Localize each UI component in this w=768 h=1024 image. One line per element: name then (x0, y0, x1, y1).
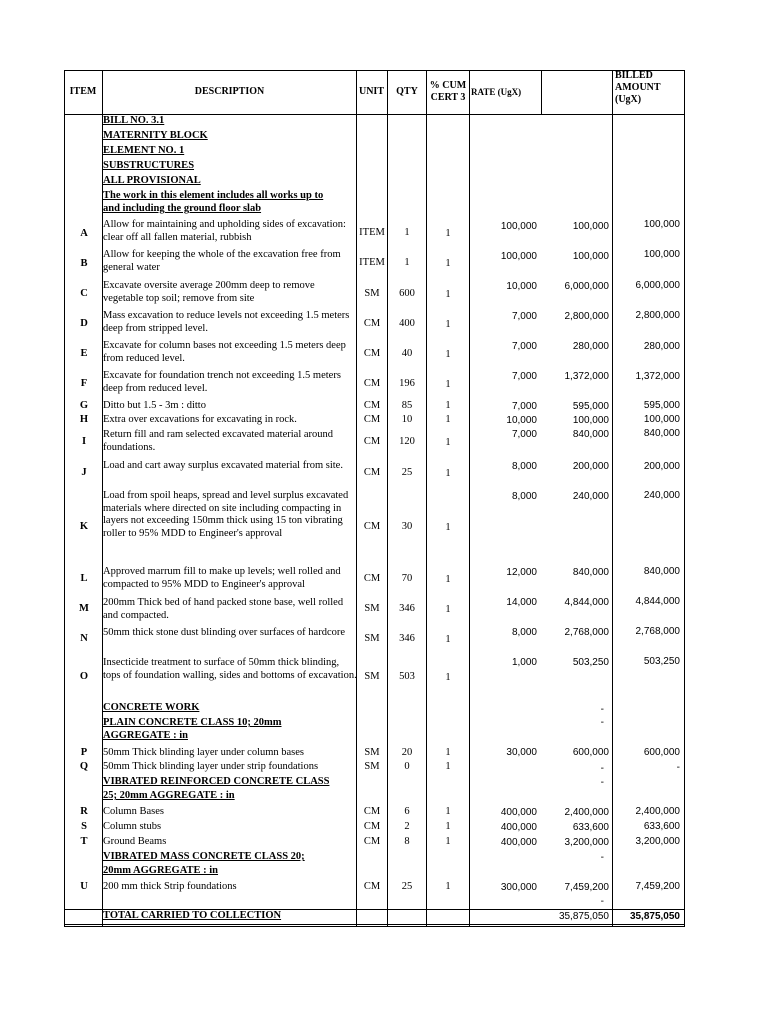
item-letter-a: A (80, 228, 88, 239)
item-desc-s: Column stubs (103, 821, 162, 832)
item-unit-t: CM (363, 836, 381, 847)
item-cum-m: 1 (445, 604, 451, 615)
item-billed-l: 840,000 (643, 566, 680, 577)
item-qty-s: 2 (404, 821, 410, 832)
item-cum-p: 1 (445, 747, 451, 758)
dash-after-q: - (600, 777, 604, 788)
item-rate-n: 8,000 (511, 627, 537, 638)
item-desc-o: Insecticide treatment to surface of 50mm thick blinding, tops of foundation walling, sides and bottoms of excavation. (103, 657, 357, 681)
item-desc-e: Excavate for column bases not exceeding 1.5 meters deep from reduced level. (103, 340, 346, 364)
table-bottom-border (64, 924, 684, 925)
item-amount-g: 595,000 (572, 401, 609, 412)
col-line-left (64, 70, 65, 927)
item-billed-r: 2,400,000 (635, 806, 680, 817)
item-desc-p: 50mm Thick blinding layer under column bases (103, 747, 305, 758)
item-cum-c: 1 (445, 289, 451, 300)
item-unit-b: ITEM (359, 257, 385, 268)
item-letter-o: O (79, 671, 89, 682)
heading-vibrated-line1: VIBRATED REINFORCED CONCRETE CLASS (103, 776, 330, 787)
item-desc-j: Load and cart away surplus excavated material from site. (103, 460, 343, 471)
item-qty-j: 25 (401, 467, 413, 478)
item-rate-c: 10,000 (506, 281, 537, 292)
item-letter-g: G (79, 400, 89, 411)
heading-block: MATERNITY BLOCK (103, 130, 208, 141)
item-qty-a: 1 (404, 227, 410, 238)
item-desc-k: Load from spoil heaps, spread and level surplus excavated materials where directed on site including compacting in layers not exceeding 150mm thick using 15 ton vibrating roller to 95% MDD to Engineer's approval (103, 490, 349, 539)
item-qty-e: 40 (401, 348, 413, 359)
item-qty-p: 20 (401, 747, 413, 758)
header-cum-line1: % CUM (429, 80, 467, 91)
item-cum-f: 1 (445, 379, 451, 390)
item-letter-i: I (81, 436, 87, 447)
heading-work-line2: and including the ground floor slab (103, 203, 262, 214)
dash-after-t: - (600, 852, 604, 863)
item-rate-m: 14,000 (506, 597, 537, 608)
item-desc-a: Allow for maintaining and upholding sides of excavation: clear off all fallen material, rubbish (103, 219, 346, 243)
item-billed-a: 100,000 (643, 219, 680, 230)
total-label: TOTAL CARRIED TO COLLECTION (103, 910, 282, 921)
item-cum-u: 1 (445, 881, 451, 892)
header-billed-line3: (UgX) (615, 94, 642, 105)
item-letter-r: R (80, 806, 88, 817)
item-letter-t: T (80, 836, 88, 847)
item-unit-r: CM (363, 806, 381, 817)
item-letter-b: B (80, 258, 88, 269)
item-letter-u: U (80, 881, 88, 892)
heading-mass-line1: VIBRATED MASS CONCRETE CLASS 20; (103, 851, 305, 862)
item-rate-l: 12,000 (506, 567, 537, 578)
item-unit-g: CM (363, 400, 381, 411)
heading-concrete-work: CONCRETE WORK (103, 702, 200, 713)
item-billed-i: 840,000 (643, 428, 680, 439)
item-desc-t: Ground Beams (103, 836, 167, 847)
item-cum-a: 1 (445, 228, 451, 239)
item-unit-h: CM (363, 414, 381, 425)
item-qty-q: 0 (404, 761, 410, 772)
item-amount-k: 240,000 (572, 491, 609, 502)
item-unit-e: CM (363, 348, 381, 359)
table-bottom-border-double (64, 926, 684, 927)
item-desc-g: Ditto but 1.5 - 3m : ditto (103, 400, 206, 411)
item-cum-k: 1 (445, 522, 451, 533)
heading-provisional: ALL PROVISIONAL (103, 175, 201, 186)
item-amount-s: 633,600 (572, 822, 609, 833)
item-unit-p: SM (364, 747, 380, 758)
header-billed-line2: AMOUNT (615, 82, 661, 93)
item-cum-d: 1 (445, 319, 451, 330)
item-rate-i: 7,000 (511, 429, 537, 440)
item-qty-m: 346 (399, 603, 415, 614)
item-cum-o: 1 (445, 672, 451, 683)
item-rate-g: 7,000 (511, 401, 537, 412)
item-amount-m: 4,844,000 (564, 597, 609, 608)
item-cum-l: 1 (445, 574, 451, 585)
item-rate-t: 400,000 (500, 837, 537, 848)
item-unit-j: CM (363, 467, 381, 478)
item-rate-h: 10,000 (506, 415, 537, 426)
dash-concrete-work: - (600, 704, 604, 715)
header-billed-line1: BILLED (615, 70, 653, 81)
item-cum-r: 1 (445, 806, 451, 817)
item-billed-b: 100,000 (643, 249, 680, 260)
item-amount-p: 600,000 (572, 747, 609, 758)
item-unit-n: SM (364, 633, 380, 644)
item-desc-r: Column Bases (103, 806, 164, 817)
heading-work-line1: The work in this element includes all works up to (103, 190, 324, 201)
item-qty-r: 6 (404, 806, 410, 817)
item-desc-d: Mass excavation to reduce levels not exceeding 1.5 meters deep from stripped level. (103, 310, 350, 334)
item-letter-h: H (79, 414, 89, 425)
item-letter-m: M (79, 603, 89, 614)
header-unit: UNIT (358, 86, 384, 97)
item-billed-j: 200,000 (643, 461, 680, 472)
heading-plain-line1: PLAIN CONCRETE CLASS 10; 20mm (103, 717, 282, 728)
item-rate-r: 400,000 (500, 807, 537, 818)
item-qty-t: 8 (404, 836, 410, 847)
item-rate-o: 1,000 (511, 657, 537, 668)
item-unit-q: SM (364, 761, 380, 772)
col-line-unit (387, 70, 388, 927)
item-billed-f: 1,372,000 (635, 371, 680, 382)
item-amount-t: 3,200,000 (564, 837, 609, 848)
item-letter-d: D (80, 318, 88, 329)
item-cum-n: 1 (445, 634, 451, 645)
item-letter-f: F (80, 378, 88, 389)
item-cum-e: 1 (445, 349, 451, 360)
item-qty-g: 85 (401, 400, 413, 411)
item-letter-n: N (80, 633, 88, 644)
item-cum-q: 1 (445, 761, 451, 772)
item-qty-k: 30 (401, 521, 413, 532)
item-amount-o: 503,250 (572, 657, 609, 668)
item-desc-h: Extra over excavations for excavating in rock. (103, 414, 297, 425)
item-unit-f: CM (363, 378, 381, 389)
item-desc-u: 200 mm thick Strip foundations (103, 881, 237, 892)
item-letter-p: P (80, 747, 88, 758)
item-cum-t: 1 (445, 836, 451, 847)
table-top-border (64, 70, 684, 71)
item-billed-k: 240,000 (643, 490, 680, 501)
item-desc-n: 50mm thick stone dust blinding over surfaces of hardcore (103, 627, 346, 638)
item-unit-d: CM (363, 318, 381, 329)
item-billed-t: 3,200,000 (635, 836, 680, 847)
item-billed-s: 633,600 (643, 821, 680, 832)
item-unit-i: CM (363, 436, 381, 447)
item-qty-d: 400 (399, 318, 415, 329)
item-rate-p: 30,000 (506, 747, 537, 758)
item-billed-h: 100,000 (643, 414, 680, 425)
item-cum-i: 1 (445, 437, 451, 448)
header-cum-line2: CERT 3 (430, 92, 466, 103)
item-qty-h: 10 (401, 414, 413, 425)
item-cum-b: 1 (445, 258, 451, 269)
item-qty-b: 1 (404, 257, 410, 268)
item-amount-b: 100,000 (572, 251, 609, 262)
item-billed-c: 6,000,000 (635, 280, 680, 291)
item-letter-c: C (80, 288, 88, 299)
item-cum-s: 1 (445, 821, 451, 832)
heading-plain-line2: AGGREGATE : in (103, 730, 188, 741)
item-unit-m: SM (364, 603, 380, 614)
item-rate-b: 100,000 (500, 251, 537, 262)
item-rate-k: 8,000 (511, 491, 537, 502)
item-qty-o: 503 (399, 671, 415, 682)
item-rate-a: 100,000 (500, 221, 537, 232)
item-qty-c: 600 (399, 288, 415, 299)
heading-mass-line2: 20mm AGGREGATE : in (103, 865, 219, 876)
item-unit-c: SM (364, 288, 380, 299)
item-rate-s: 400,000 (500, 822, 537, 833)
item-qty-u: 25 (401, 881, 413, 892)
item-desc-q: 50mm Thick blinding layer under strip foundations (103, 761, 319, 772)
item-billed-d: 2,800,000 (635, 310, 680, 321)
item-amount-r: 2,400,000 (564, 807, 609, 818)
header-qty: QTY (396, 86, 418, 97)
heading-substructures: SUBSTRUCTURES (103, 160, 195, 171)
item-billed-e: 280,000 (643, 341, 680, 352)
item-cum-g: 1 (445, 400, 451, 411)
item-amount-d: 2,800,000 (564, 311, 609, 322)
item-amount-f: 1,372,000 (564, 371, 609, 382)
item-amount-q: - (600, 763, 604, 774)
item-billed-n: 2,768,000 (635, 626, 680, 637)
item-letter-l: L (80, 573, 88, 584)
item-rate-j: 8,000 (511, 461, 537, 472)
item-unit-o: SM (364, 671, 380, 682)
item-billed-g: 595,000 (643, 400, 680, 411)
total-amount: 35,875,050 (558, 911, 609, 922)
item-billed-m: 4,844,000 (635, 596, 680, 607)
header-item: ITEM (69, 86, 97, 97)
header-description: DESCRIPTION (194, 86, 265, 97)
item-letter-q: Q (79, 761, 89, 772)
item-desc-i: Return fill and ram selected excavated material around foundations. (103, 429, 334, 453)
item-letter-k: K (79, 521, 89, 532)
heading-element: ELEMENT NO. 1 (103, 145, 185, 156)
item-amount-l: 840,000 (572, 567, 609, 578)
item-desc-l: Approved marrum fill to make up levels; well rolled and compacted to 95% MDD to Engineer's approval (103, 566, 341, 590)
item-qty-l: 70 (401, 573, 413, 584)
item-qty-f: 196 (399, 378, 415, 389)
item-rate-u: 300,000 (500, 882, 537, 893)
dash-after-u: - (600, 896, 604, 907)
dash-plain-concrete: - (600, 717, 604, 728)
item-letter-j: J (81, 467, 87, 478)
col-line-right (684, 70, 685, 927)
item-billed-o: 503,250 (643, 656, 680, 667)
item-unit-l: CM (363, 573, 381, 584)
item-cum-h: 1 (445, 414, 451, 425)
item-rate-d: 7,000 (511, 311, 537, 322)
item-letter-e: E (80, 348, 88, 359)
item-amount-c: 6,000,000 (564, 281, 609, 292)
heading-bill-no: BILL NO. 3.1 (103, 115, 165, 126)
item-rate-f: 7,000 (511, 371, 537, 382)
item-amount-j: 200,000 (572, 461, 609, 472)
item-desc-b: Allow for keeping the whole of the excavation free from general water (103, 249, 341, 273)
header-rate: RATE (UgX) (471, 87, 522, 97)
item-unit-s: CM (363, 821, 381, 832)
item-desc-m: 200mm Thick bed of hand packed stone base, well rolled and compacted. (103, 597, 344, 621)
item-amount-e: 280,000 (572, 341, 609, 352)
item-unit-u: CM (363, 881, 381, 892)
item-unit-k: CM (363, 521, 381, 532)
item-unit-a: ITEM (359, 227, 385, 238)
col-line-rate-header (541, 70, 542, 114)
item-billed-p: 600,000 (643, 747, 680, 758)
item-billed-u: 7,459,200 (635, 881, 680, 892)
total-billed: 35,875,050 (629, 911, 680, 922)
item-amount-h: 100,000 (572, 415, 609, 426)
item-amount-a: 100,000 (572, 221, 609, 232)
heading-vibrated-line2: 25; 20mm AGGREGATE : in (103, 790, 235, 801)
item-amount-n: 2,768,000 (564, 627, 609, 638)
item-letter-s: S (81, 821, 87, 832)
item-desc-f: Excavate for foundation trench not exceeding 1.5 meters deep from reduced level. (103, 370, 341, 394)
item-amount-i: 840,000 (572, 429, 609, 440)
item-qty-i: 120 (399, 436, 415, 447)
col-line-qty (426, 70, 427, 927)
item-billed-q: - (676, 762, 680, 773)
item-qty-n: 346 (399, 633, 415, 644)
item-cum-j: 1 (445, 468, 451, 479)
item-desc-c: Excavate oversite average 200mm deep to remove vegetable top soil; remove from site (103, 280, 315, 304)
item-rate-e: 7,000 (511, 341, 537, 352)
item-amount-u: 7,459,200 (564, 882, 609, 893)
